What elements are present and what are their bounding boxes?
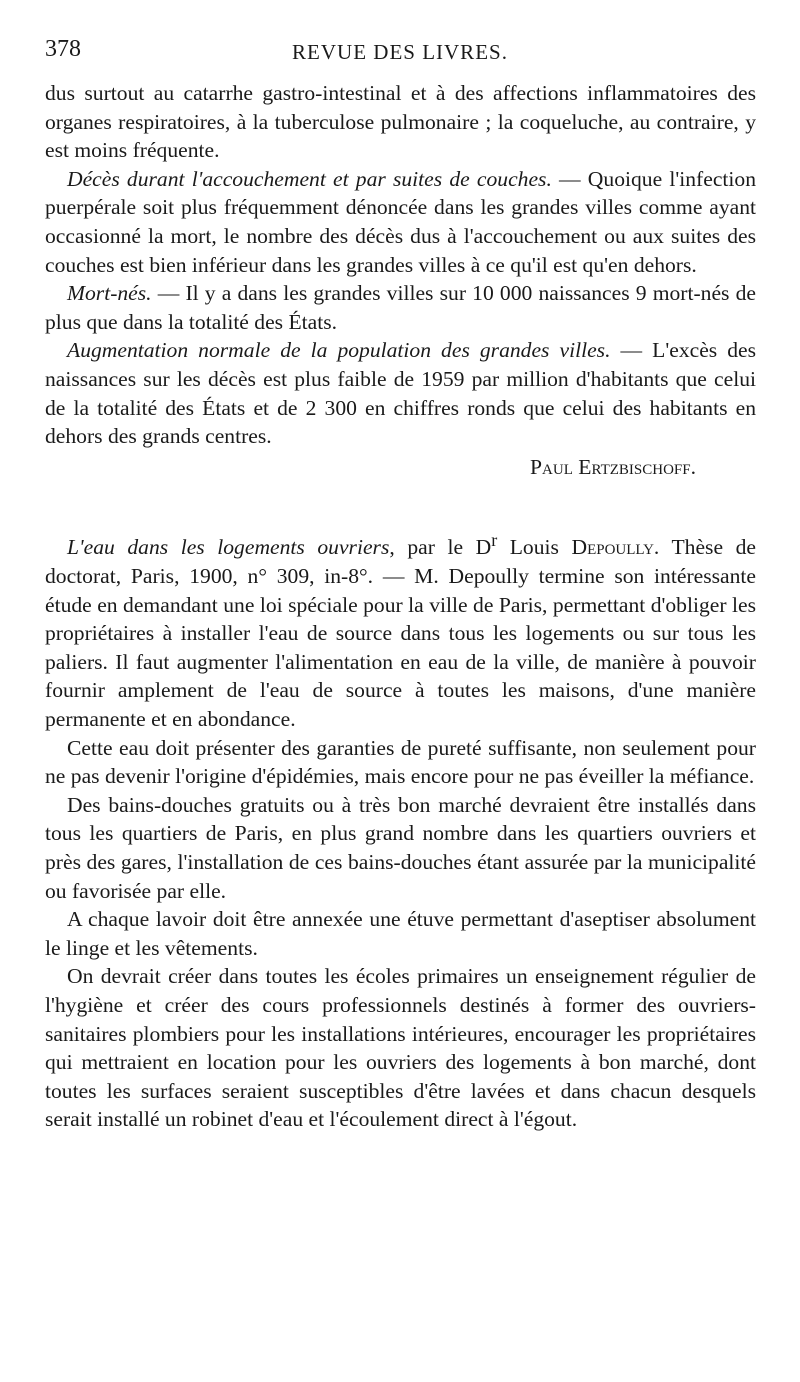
author-first-name: Louis (497, 535, 572, 560)
running-title: REVUE DES LIVRES. (292, 40, 508, 64)
paragraph-text: — L'excès des naissances sur les décès est plus faible de 1959 par million d'habitants que celui de la totalité des États et de 2 300 en chiffres ronds que celui des habitants en dehors des grands centres. (45, 338, 757, 449)
author-last-name: Depoully (571, 535, 654, 560)
section-title: Décès durant l'accouchement et par suites de couches. (67, 166, 552, 191)
review-paragraph: Cette eau doit présenter des garanties de pureté suffisante, non seulement pour ne pas devenir l'origine d'épidémies, mais encore pour ne pas éveiller la méfiance. (45, 735, 756, 789)
section-title: Mort-nés. (67, 281, 152, 306)
review-intro (45, 526, 756, 733)
page-number: 378 (45, 36, 81, 62)
author-prefix: , par le D (389, 535, 492, 560)
section-gap (45, 481, 756, 526)
author-signature: Paul Ertzbischoff. (530, 454, 696, 479)
review-text: . Thèse de doctorat, Paris, 1900, n° 309, in-8°. — M. Depoully termine son intéressante étude en demandant une loi spéciale pour la ville de Paris, permettant d'obliger les propriétaires à installer l'eau de source dans tous les logements ou sur tous les paliers. Il faut augmenter l'alimentation en eau de la ville, de manière à pouvoir fournir amplement de l'eau de source à toutes les maisons, d'une manière permanente et en abondance. (45, 535, 756, 732)
doctor-abbrev-sup: r (491, 530, 498, 551)
section-title: Augmentation normale de la population des grandes villes. (67, 338, 611, 363)
review-paragraph: Des bains-douches gratuits ou à très bon marché devraient être installés dans tous les quartiers de Paris, en plus grand nombre dans les quartiers ouvriers et près des gares, l'installation de ces bains-douches étant assurée par la municipalité ou favorisée par elle. (45, 792, 756, 903)
review-paragraph: On devrait créer dans toutes les écoles primaires un enseignement régulier de l'hygiène et créer des cours professionnels destinés à former des ouvriers-sanitaires plombiers pour les installations intérieures, encourager les propriétaires qui mettraient en location pour les ouvriers des logements à bon marché, dont toutes les surfaces seraient susceptibles d'être lavées et dans chacun desquels serait installé un robinet d'eau et l'écoulement direct à l'égout. (45, 964, 756, 1132)
page-body (45, 79, 756, 1134)
paragraph-augmentation (45, 336, 756, 450)
paragraph-deces-accouchement (45, 165, 756, 279)
paragraph-text: — Il y a dans les grandes villes sur 10 000 naissances 9 mort-nés de plus que dans la totalité des États. (45, 281, 756, 334)
paragraph-text: — Quoique l'infection puerpérale soit plus fréquemment dénoncée dans les grandes villes comme ayant occasionné la mort, le nombre des décès dus à l'accouchement ou aux suites des couches est bien inférieur dans les grandes villes à ce qu'il est qu'en dehors. (45, 166, 756, 277)
review-paragraph: A chaque lavoir doit être annexée une étuve permettant d'aseptiser absolument le linge et les vêtements. (45, 907, 756, 960)
paragraph-continuation: dus surtout au catarrhe gastro-intestinal et à des affections inflammatoires des organes respiratoires, à la tuberculose pulmonaire ; la coqueluche, au contraire, y est moins fréquente. (45, 81, 756, 163)
paragraph-mort-nes (45, 279, 756, 336)
page-header (45, 36, 755, 68)
book-title: L'eau dans les logements ouvriers (67, 535, 390, 560)
